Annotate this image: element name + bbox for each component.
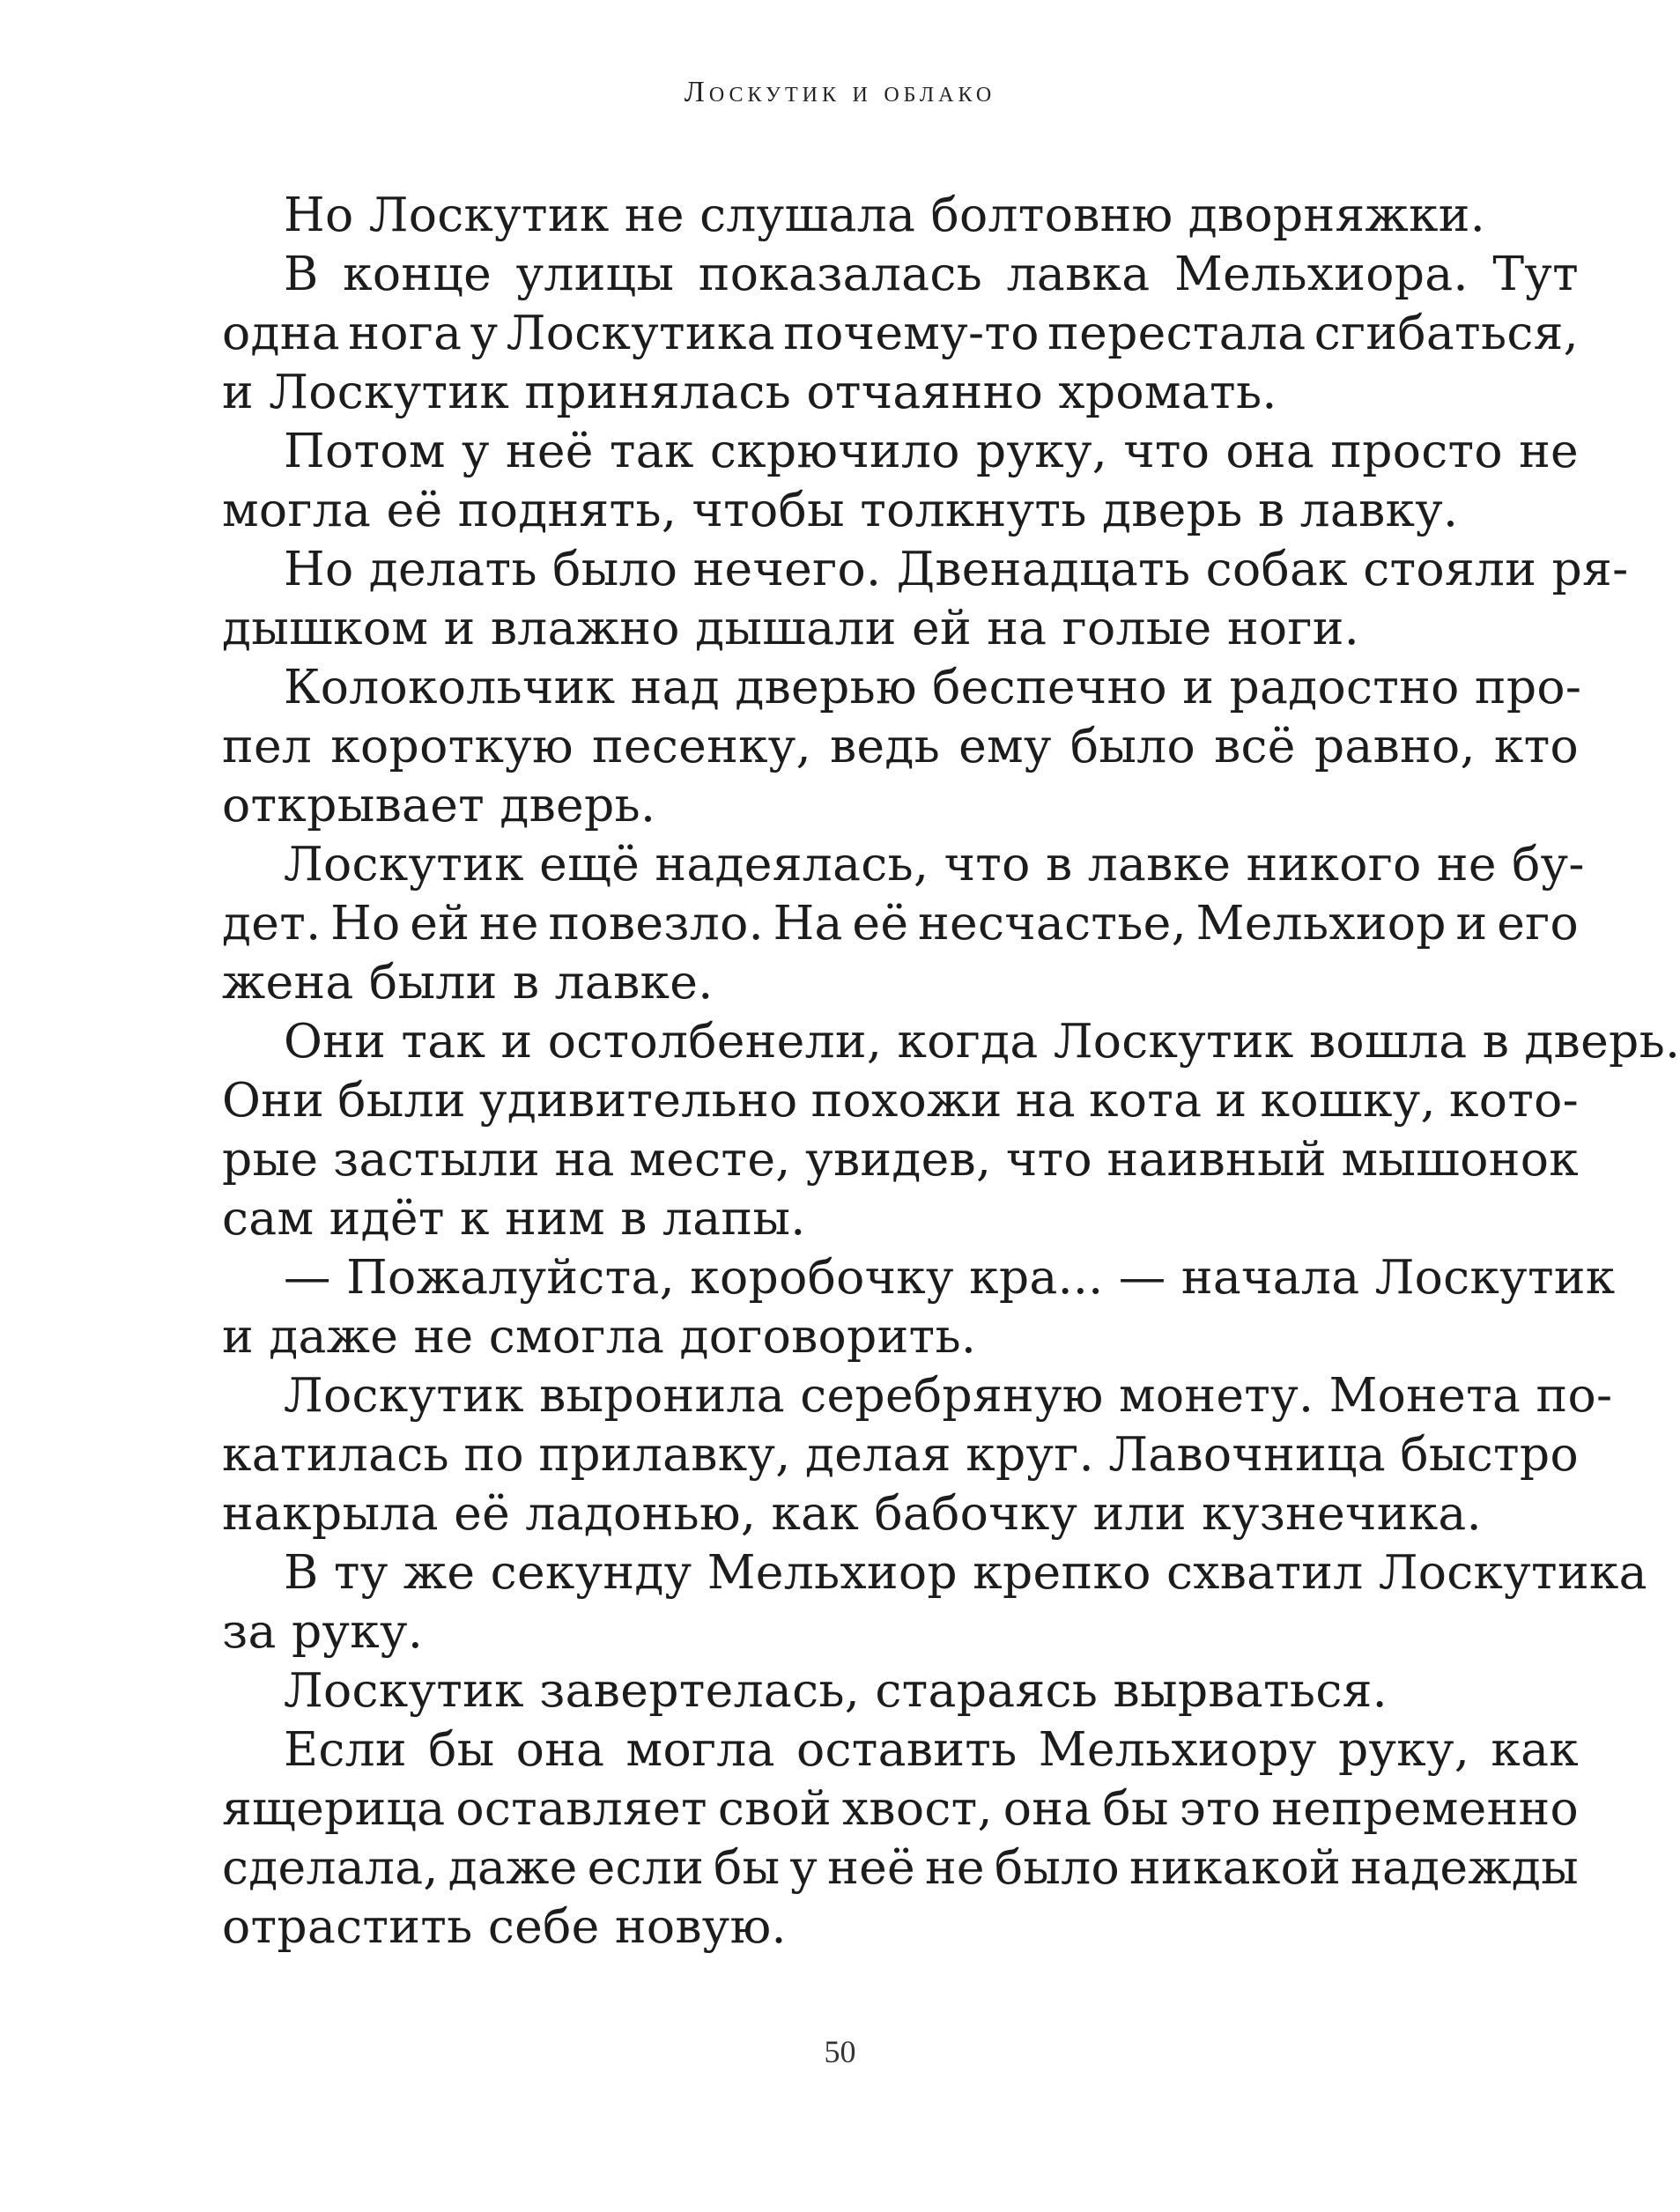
paragraph [222,1720,1579,1956]
paragraph [222,421,1579,539]
text-line: и даже не смогла договорить. [222,1308,977,1364]
running-head-title: Лоскутик и облако [684,76,996,108]
text-line: Лоскутик ещё надеялась, что в лавке никого не бу- [284,836,1585,891]
paragraph [222,657,1582,834]
text-line: дет. Но ей не повезло. На её несчастье, Мельхиор и его [222,895,1579,951]
text-line: Но Лоскутик не слушала болтовню дворняжки. [284,187,1485,242]
text-line: ящерица оставляет свой хвост, она бы это непременно [222,1780,1579,1836]
text-line: и Лоскутик принялась отчаянно хромать. [222,364,1277,419]
paragraph [222,539,1629,657]
text-line: Если бы она могла оставить Мельхиору руку, как [284,1721,1579,1777]
text-line: одна нога у Лоскутика почему-то перестала сгибаться, [222,305,1579,360]
text-line: Колокольчик над дверью беспечно и радостно про- [284,659,1582,714]
text-line: Они так и остолбенели, когда Лоскутик вошла в дверь. [284,1013,1680,1069]
text-line: — Пожалуйста, коробочку кра... — начала Лоскутик [284,1249,1616,1305]
text-line: В ту же секунду Мельхиор крепко схватил Лоскутика [284,1544,1647,1600]
paragraph [222,1011,1680,1247]
text-line: дышком и влажно дышали ей на голые ноги. [222,600,1360,655]
text-line: сделала, даже если бы у неё не было никакой надежды [222,1839,1579,1895]
body-text [222,185,1680,1956]
paragraph [222,1247,1616,1365]
text-line: В конце улицы показалась лавка Мельхиора. Тут [284,246,1579,301]
paragraph [222,185,1579,244]
text-line: катилась по прилавку, делая круг. Лавочница быстро [222,1426,1579,1482]
text-line: Лоскутик завертелась, стараясь вырваться. [284,1662,1388,1718]
text-line: отрастить себе новую. [222,1898,787,1954]
text-line: жена были в лавке. [222,954,714,1010]
paragraph [222,1661,1579,1720]
text-line: Лоскутик выронила серебряную монету. Монета по- [284,1367,1613,1423]
text-line: сам идёт к ним в лапы. [222,1190,806,1246]
text-line: Но делать было нечего. Двенадцать собак стояли ря- [284,541,1629,596]
text-line: могла её поднять, чтобы толкнуть дверь в лавку. [222,482,1459,537]
paragraph [222,244,1579,421]
text-line: рые застыли на месте, увидев, что наивный мышонок [222,1131,1579,1187]
paragraph [222,834,1585,1011]
text-line: Потом у неё так скрючило руку, что она просто не [284,423,1579,478]
text-line: пел короткую песенку, ведь ему было всё равно, кто [222,718,1579,773]
text-line: накрыла её ладонью, как бабочку или кузнечика. [222,1485,1482,1541]
paragraph [222,1365,1613,1542]
text-line: за руку. [222,1603,424,1659]
text-line: Они были удивительно похожи на кота и кошку, кото- [222,1072,1579,1128]
text-line: открывает дверь. [222,777,656,832]
page-number: 50 [824,2034,856,2069]
paragraph [222,1542,1647,1661]
